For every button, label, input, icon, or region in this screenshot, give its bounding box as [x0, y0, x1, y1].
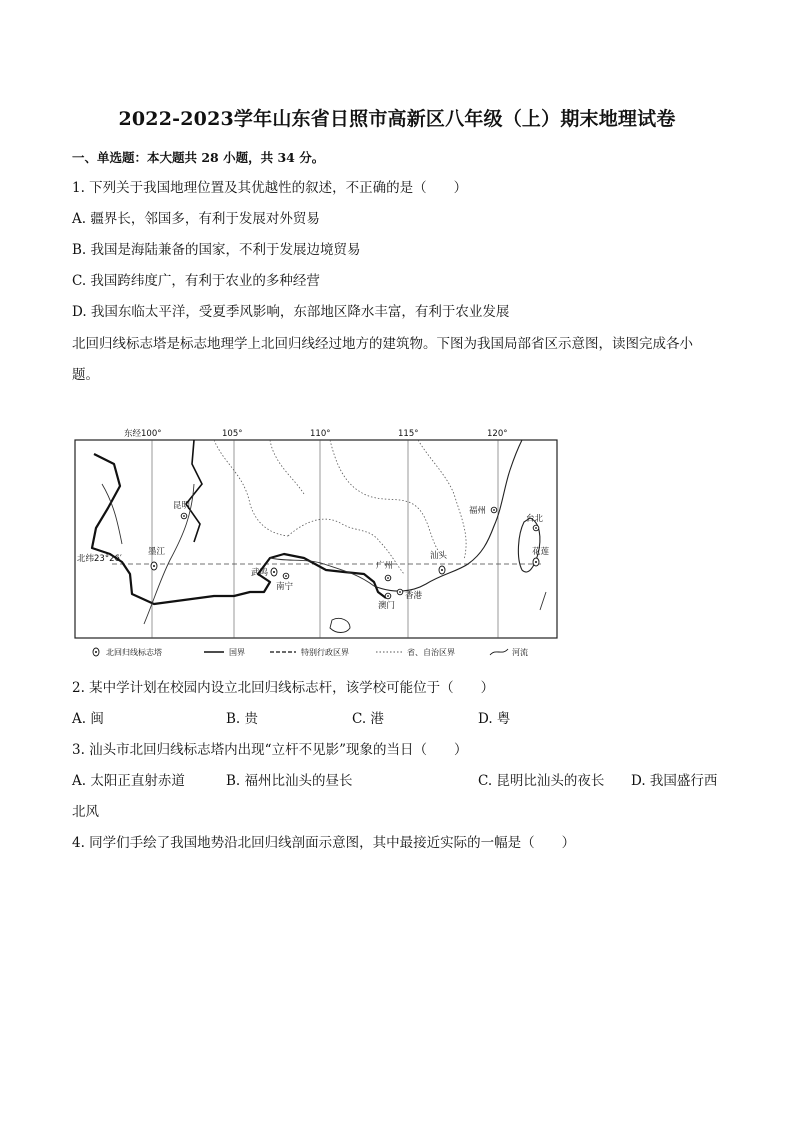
page-title: 2022-2023学年山东省日照市高新区八年级（上）期末地理试卷: [118, 108, 676, 130]
latitude-label: 北纬23°26′: [77, 554, 122, 564]
legend-river-label: 河流: [512, 648, 528, 657]
map-legend: [93, 647, 528, 657]
svg-text:武鸣: 武鸣: [251, 568, 269, 578]
legend-sar-label: 特别行政区界: [301, 648, 349, 657]
question-2-option-c: C. 港: [352, 711, 384, 727]
svg-text:台北: 台北: [526, 514, 544, 524]
question-1-stem: 1. 下列关于我国地理位置及其优越性的叙述，不正确的是（ ）: [72, 180, 468, 196]
question-3-option-a: A. 太阳正直射赤道: [72, 773, 185, 789]
legend-tower-label: 北回归线标志塔: [106, 648, 162, 657]
longitude-label-100: 东经100°: [124, 429, 162, 439]
svg-text:广州: 广州: [376, 561, 394, 571]
svg-text:花莲: 花莲: [532, 547, 550, 557]
longitude-label-115: 115°: [398, 429, 419, 439]
material-intro-line2: 题。: [72, 367, 99, 383]
question-2-option-a: A. 闽: [72, 711, 104, 727]
tropic-of-cancer-map: [74, 424, 560, 664]
svg-text:澳门: 澳门: [378, 601, 396, 611]
question-3-option-c: C. 昆明比汕头的夜长: [478, 773, 605, 789]
svg-text:南宁: 南宁: [276, 582, 294, 592]
svg-text:墨江: 墨江: [148, 547, 166, 557]
section-heading: 一、单选题：本大题共 28 小题，共 34 分。: [72, 150, 325, 165]
legend-province-label: 省、自治区界: [407, 648, 455, 657]
map-frame: [75, 440, 557, 638]
question-4-stem: 4. 同学们手绘了我国地势沿北回归线剖面示意图，其中最接近实际的一幅是（ ）: [72, 835, 576, 851]
question-1-option-a: A. 疆界长，邻国多，有利于发展对外贸易: [72, 211, 320, 227]
svg-text:福州: 福州: [469, 506, 487, 516]
question-1-option-b: B. 我国是海陆兼备的国家，不利于发展边境贸易: [72, 242, 361, 258]
svg-text:昆明: 昆明: [173, 501, 191, 511]
longitude-label-110: 110°: [310, 429, 331, 439]
question-3-option-d: D. 我国盛行西: [631, 773, 718, 789]
question-3-option-d-wrap: 北风: [72, 804, 99, 820]
map-svg: [74, 424, 560, 664]
longitude-label-105: 105°: [222, 429, 243, 439]
question-2-option-b: B. 贵: [226, 711, 259, 727]
question-3-stem: 3. 汕头市北回归线标志塔内出现“立杆不见影”现象的当日（ ）: [72, 742, 468, 758]
question-3-option-b: B. 福州比汕头的昼长: [226, 773, 353, 789]
question-1-option-c: C. 我国跨纬度广，有利于农业的多种经营: [72, 273, 320, 289]
question-2-stem: 2. 某中学计划在校园内设立北回归线标志杆，该学校可能位于（ ）: [72, 680, 495, 696]
question-2-option-d: D. 粤: [478, 711, 511, 727]
city-wuming: [251, 567, 277, 578]
question-1-option-d: D. 我国东临太平洋，受夏季风影响，东部地区降水丰富，有利于农业发展: [72, 304, 510, 320]
legend-river-symbol: [490, 649, 508, 655]
svg-text:汕头: 汕头: [430, 551, 448, 561]
svg-text:香港: 香港: [405, 591, 423, 601]
legend-border-label: 国界: [229, 648, 245, 657]
longitude-label-120: 120°: [487, 429, 508, 439]
material-intro-line1: 北回归线标志塔是标志地理学上北回归线经过地方的建筑物。下图为我国局部省区示意图，读图完成各小: [72, 336, 693, 352]
